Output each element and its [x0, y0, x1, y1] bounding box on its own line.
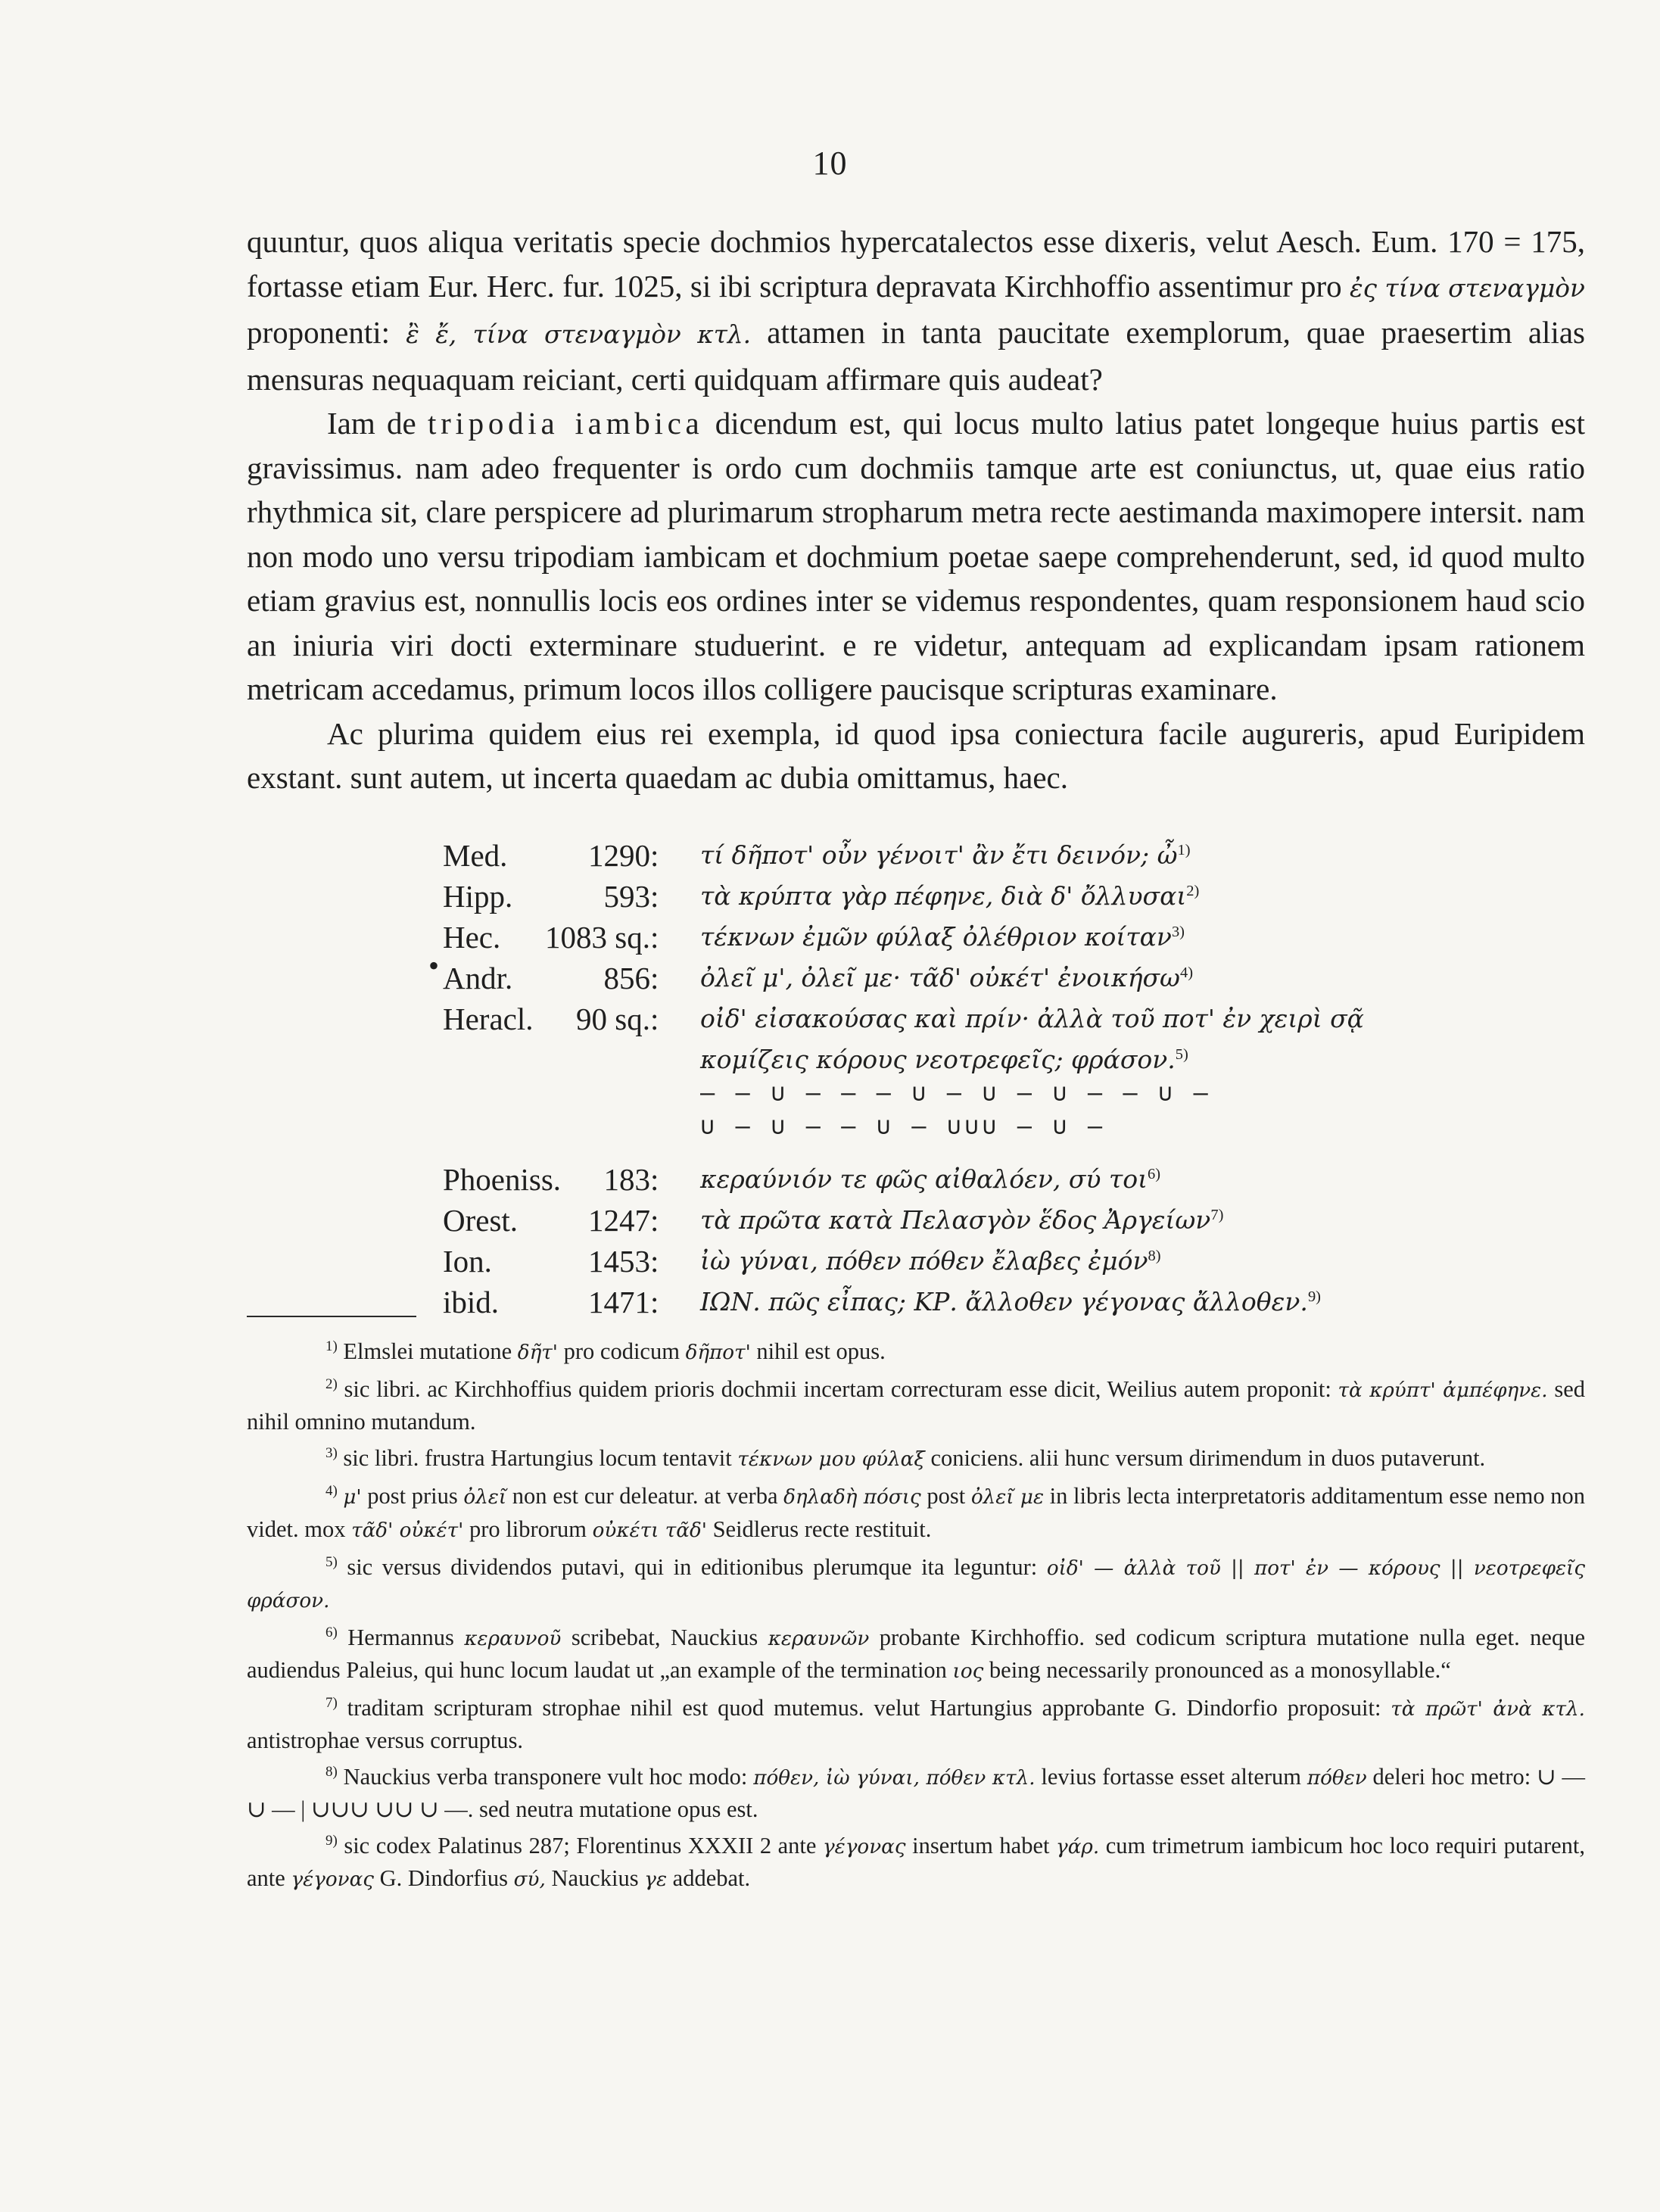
text-run: probante Kirchhoffio. sed codicum scriptura mutatione nulla eget. neque audiendus Paleius, qui hunc locum laudat ut „an example of the termination — [247, 1624, 1586, 1683]
text-run: proponenti: — [247, 315, 406, 350]
greek-verse: ἰὼ γύναι, πόθεν πόθεν ἔλαβες ἐμόν — [700, 1246, 1148, 1276]
greek-phrase: πόθεν — [1307, 1767, 1367, 1790]
greek-phrase: κεραυνοῦ — [464, 1627, 562, 1650]
example-row — [443, 878, 1586, 919]
footnote-number: 7) — [325, 1694, 338, 1711]
footnote — [247, 1369, 1585, 1438]
text-run: scribebat, Nauckius — [561, 1624, 768, 1650]
text-run: sic libri. frustra Hartungius locum tentavit — [343, 1445, 738, 1472]
example-play: Hipp. — [443, 879, 513, 914]
text-run: quuntur, quos aliqua veritatis specie dochmios hypercatalectos esse dixeris, velut Aesch. Eum. 170 = 175, fortasse etiam Eur. Herc. fur. 1025, si ibi scriptura depravata Kirchhoffio assentimur pro — [247, 224, 1585, 304]
text-run: pro librorum — [463, 1516, 593, 1542]
text-run: nihil est opus. — [750, 1338, 886, 1365]
example-verse: 1247 — [588, 1203, 650, 1238]
greek-phrase: δηλαδὴ πόσις — [783, 1486, 921, 1509]
greek-verse: κομίζεις κόρους νεοτρεφεῖς; φράσον. — [700, 1045, 1176, 1074]
footnote-number: 8) — [325, 1764, 338, 1781]
example-greek — [700, 1045, 1188, 1074]
text-run: cum trimetrum iambicum hoc loco requiri putarent, ante — [247, 1833, 1585, 1892]
text-run: antistrophae versus corruptus. — [247, 1728, 524, 1754]
text-run: traditam scripturam strophae nihil est quod mutemus. velut Hartungius approbante G. Dindorfio proposuit: — [347, 1695, 1391, 1721]
footnote — [247, 1438, 1585, 1475]
text-run: sic versus dividendos putavi, qui in editionibus plerumque ita leguntur: — [347, 1553, 1047, 1580]
example-greek — [700, 1205, 1223, 1235]
spaced-term: tripodia iambica — [428, 406, 704, 441]
paragraph-3: Ac plurima quidem eius rei exempla, id quod ipsa coniectura facile augureris, apud Euripidem exstant. sunt autem, ut incerta quaedam ac dubia omittamus, haec. — [247, 715, 1585, 795]
example-verse: 183 — [603, 1162, 650, 1197]
example-play: ibid. — [443, 1285, 500, 1319]
text-run: sed nihil omnino mutandum. — [247, 1376, 1585, 1435]
meter-line-1: — — ∪ — — — ∪ — ∪ — ∪ — — ∪ — — [700, 1078, 1211, 1107]
greek-phrase: τᾶδ' οὐκέτ' — [351, 1519, 464, 1542]
text-run: attamen in tanta paucitate exemplorum, quae praesertim alias mensuras nequaquam reiciant, certi quidquam affirmare quis audeat? — [247, 315, 1585, 397]
text-run: Nauckius — [545, 1865, 645, 1892]
example-play: Andr. — [443, 961, 513, 995]
text-run: Seidlerus recte restituit. — [706, 1516, 932, 1542]
greek-verse: τί δῆποτ' οὖν γένοιτ' ἂν ἔτι δεινόν; ὦ — [700, 840, 1178, 870]
example-row — [443, 919, 1586, 960]
footnote-ref: 1) — [1177, 842, 1191, 858]
footnote-ref: 5) — [1175, 1046, 1188, 1063]
greek-phrase: γέγονας — [291, 1868, 374, 1892]
example-colon: : — [650, 838, 659, 873]
page-number: 10 — [812, 145, 848, 182]
example-row — [443, 1284, 1586, 1325]
text-run: Hermannus — [347, 1624, 465, 1650]
main-text — [247, 220, 1585, 800]
example-greek — [700, 922, 1185, 952]
footnote-ref: 9) — [1307, 1288, 1321, 1305]
paragraph-1 — [247, 220, 1585, 401]
example-verse: 90 sq. — [576, 1002, 650, 1036]
greek-phrase: πόθεν, ἰὼ γύναι, πόθεν κτλ. — [753, 1767, 1036, 1790]
example-colon: : — [650, 961, 659, 995]
footnote — [247, 1756, 1585, 1825]
footnote-ref: 4) — [1179, 964, 1193, 981]
greek-phrase: δῆτ' — [517, 1341, 558, 1365]
example-colon: : — [650, 1162, 659, 1197]
greek-phrase: τέκνων μου φύλαξ — [737, 1448, 925, 1472]
example-greek — [700, 1164, 1160, 1194]
footnote-ref: 3) — [1171, 924, 1185, 940]
example-greek — [700, 1004, 1364, 1033]
greek-phrase: δῆποτ' — [685, 1341, 751, 1365]
example-colon: : — [650, 879, 659, 914]
example-colon: : — [650, 1203, 659, 1238]
greek-verse: ΙΩΝ. πῶς εἶπας; ΚΡ. ἄλλοθεν γέγονας ἄλλοθεν. — [700, 1287, 1308, 1316]
greek-verse: οἰδ' εἰσακούσας καὶ πρίν· ἀλλὰ τοῦ ποτ' ἐν χειρὶ σᾷ — [700, 1004, 1364, 1033]
example-verse: 1083 sq. — [545, 920, 650, 955]
meter-scheme — [443, 1078, 1586, 1155]
footnote-ref: 6) — [1148, 1166, 1161, 1182]
text-run: dicendum est, qui locus multo latius patet longeque huius partis est gravissimus. nam adeo frequenter is ordo cum dochmiis tamque arte est coniunctus, ut, quae eius ratio rhythmica sit, clare perspicere ad plurimarum stropharum metra recte aestimanda maximopere intersit. nam non modo uno versu tripodiam iambicam et dochmium poetae saepe comprehenderunt, sed, id quod multo etiam gravius est, nonnullis locis eos ordines inter se videmus respondentes, quam responsionem haud scio an iniuria viri docti exterminare studuerint. e re videtur, antequam ad explicandam ipsam rationem metricam accedamus, primum locos illos colligere paucisque scripturas examinare. — [247, 406, 1585, 706]
example-play: Med. — [443, 838, 508, 873]
example-row — [443, 1202, 1586, 1243]
text-run: being necessarily pronounced as a monosyllable.“ — [983, 1656, 1451, 1683]
text-run: coniciens. alii hunc versum dirimendum in duos putaverunt. — [924, 1445, 1486, 1472]
text-run: addebat. — [667, 1865, 751, 1892]
footnote-number: 3) — [325, 1445, 338, 1462]
footnote-number: 5) — [325, 1553, 338, 1570]
example-row — [443, 960, 1586, 1001]
example-greek — [700, 1287, 1321, 1316]
greek-phrase: κεραυνῶν — [768, 1627, 870, 1650]
footnote — [247, 1825, 1585, 1896]
text-run: deleri hoc metro: ∪ — ∪ — | ∪∪∪ ∪∪ ∪ —. sed neutra mutatione opus est. — [247, 1764, 1585, 1823]
greek-phrase: ὀλεῖ — [463, 1486, 507, 1509]
text-run: sic libri. ac Kirchhoffius quidem prioris dochmii incertam correcturam esse dicit, Weilius autem proponit: — [344, 1376, 1338, 1403]
greek-phrase: γέγονας — [823, 1836, 906, 1859]
text-run: Elmslei mutatione — [343, 1338, 518, 1365]
footnote-number: 9) — [325, 1833, 338, 1849]
example-row — [443, 1161, 1586, 1202]
greek-phrase: τὰ πρῶτ' ἀνὰ κτλ. — [1391, 1698, 1585, 1721]
example-play: Orest. — [443, 1203, 519, 1238]
example-row — [443, 1243, 1586, 1284]
example-play: Hec. — [443, 920, 501, 955]
example-greek — [700, 881, 1199, 911]
text-run: post prius — [361, 1483, 464, 1509]
margin-mark: • — [428, 949, 440, 983]
greek-phrase: ιος — [952, 1659, 984, 1683]
example-greek — [700, 963, 1193, 992]
footnote — [247, 1687, 1585, 1756]
greek-verse: τὰ πρῶτα κατὰ Πελασγὸν ἕδος Ἀργείων — [700, 1205, 1211, 1235]
greek-verse: κεραύνιόν τε φῶς αἰθαλόεν, σύ τοι — [700, 1164, 1148, 1194]
example-colon: : — [650, 1244, 659, 1279]
text-run: levius fortasse esset alterum — [1035, 1764, 1307, 1790]
greek-phrase: οὐκέτι τᾶδ' — [592, 1519, 707, 1542]
example-verse: 1453 — [588, 1244, 650, 1279]
greek-verse: τέκνων ἐμῶν φύλαξ ὀλέθριον κοίταν — [700, 922, 1172, 952]
text-run: post — [920, 1483, 971, 1509]
footnote — [247, 1547, 1585, 1617]
example-play: Phoeniss. — [443, 1162, 562, 1197]
example-list — [443, 837, 1586, 1325]
example-verse: 856 — [603, 961, 650, 995]
footnote — [247, 1475, 1585, 1546]
footnote — [247, 1617, 1585, 1687]
greek-phrase: σύ, — [513, 1868, 546, 1892]
footnote-ref: 2) — [1186, 883, 1200, 899]
footnote-ref: 8) — [1148, 1248, 1161, 1264]
greek-phrase: γάρ. — [1056, 1836, 1100, 1859]
example-verse: 1290 — [588, 838, 650, 873]
example-colon: : — [650, 920, 659, 955]
footnote — [247, 1331, 1585, 1369]
example-play: Ion. — [443, 1244, 492, 1279]
footnote-ref: 7) — [1210, 1207, 1224, 1223]
footnote-number: 1) — [325, 1338, 338, 1354]
footnote-number: 6) — [325, 1624, 338, 1640]
paragraph-2 — [247, 401, 1585, 712]
footnotes — [247, 1331, 1585, 1896]
example-play: Heracl. — [443, 1002, 534, 1036]
example-verse: 1471 — [588, 1285, 650, 1319]
greek-phrase: ἐς τίνα στεναγμὸν — [1350, 273, 1585, 303]
example-row — [443, 1001, 1586, 1042]
example-row-continuation — [443, 1042, 1586, 1083]
example-verse: 593 — [603, 879, 650, 914]
meter-line-2: ∪ — ∪ — — ∪ — ∪∪∪ — ∪ — — [700, 1111, 1106, 1140]
example-colon: : — [650, 1002, 659, 1036]
text-run: in libris lecta interpretatoris additamentum esse nemo non videt. mox — [247, 1483, 1586, 1542]
text-run: sic codex Palatinus 287; Florentinus XXXII 2 ante — [344, 1833, 824, 1859]
text-run: G. Dindorfius — [373, 1865, 514, 1892]
text-run: Nauckius verba transponere vult hoc modo: — [343, 1764, 754, 1790]
greek-phrase: ἒ ἔ, τίνα στεναγμὸν κτλ. — [406, 320, 752, 349]
text-run: insertum habet — [905, 1833, 1057, 1859]
footnote-number: 4) — [325, 1483, 338, 1500]
greek-verse: ὀλεῖ μ', ὀλεῖ με· τᾶδ' οὐκέτ' ἐνοικήσω — [700, 963, 1180, 992]
text-run: pro codicum — [558, 1338, 686, 1365]
greek-phrase: μ' — [343, 1486, 362, 1509]
text-run: non est cur deleatur. at verba — [506, 1483, 784, 1509]
greek-phrase: ὀλεῖ με — [970, 1486, 1045, 1509]
example-row — [443, 837, 1586, 878]
example-greek — [700, 1246, 1161, 1276]
greek-verse: τὰ κρύπτα γὰρ πέφηνε, διὰ δ' ὄλλυσαι — [700, 881, 1187, 911]
greek-phrase: οἰδ' — ἀλλὰ τοῦ || ποτ' ἐν — κόρους || νεοτρεφεῖς φράσον. — [247, 1556, 1586, 1612]
example-greek — [700, 840, 1191, 870]
text-run: Iam de — [327, 406, 428, 441]
example-colon: : — [650, 1285, 659, 1319]
greek-phrase: γε — [644, 1868, 668, 1892]
greek-phrase: τὰ κρύπτ' ἀμπέφηνε. — [1338, 1379, 1548, 1403]
footnote-number: 2) — [325, 1376, 338, 1393]
footnote-rule — [247, 1316, 416, 1317]
